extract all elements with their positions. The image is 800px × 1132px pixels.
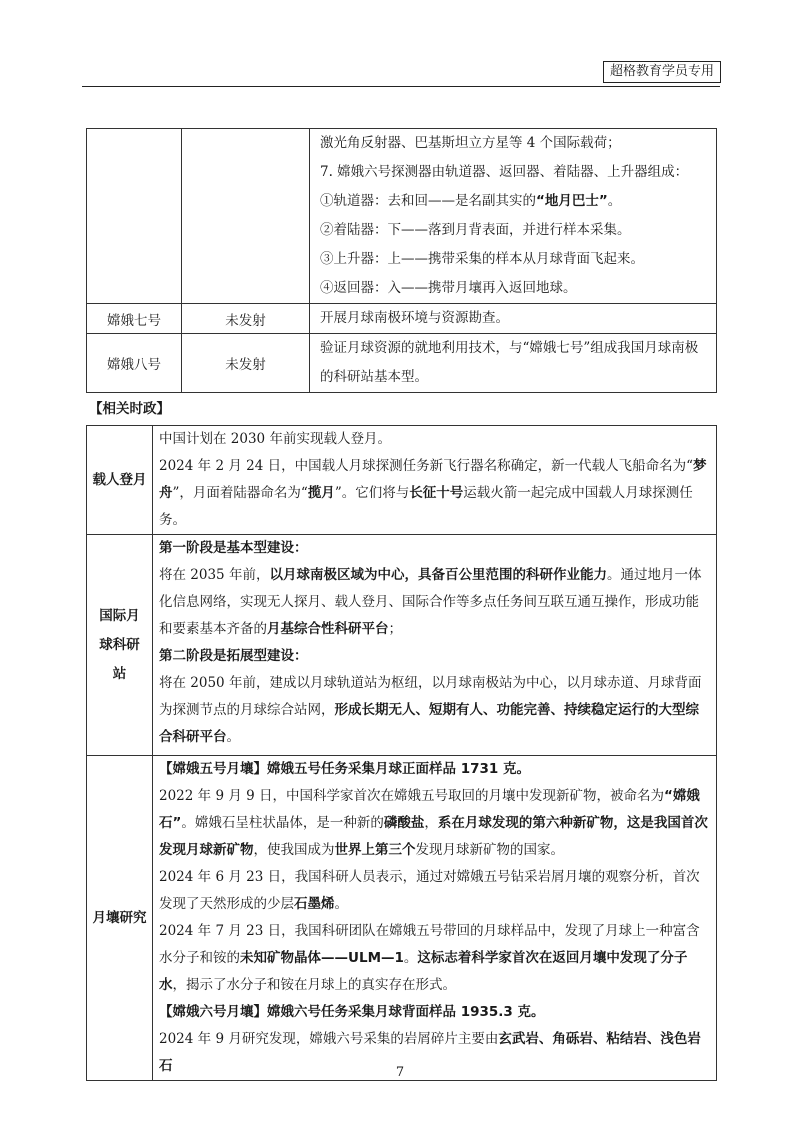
paragraph: 【嫦娥五号月壤】嫦娥五号任务采集月球正面样品 1731 克。 [159,761,530,777]
desc-line: ④返回器：入——携带月壤再入返回地球。 [320,280,577,296]
probe-name [87,129,182,304]
topic-label: 月壤研究 [87,756,153,1081]
probe-name: 嫦娥七号 [87,304,182,334]
table-row [87,756,717,1081]
topic-label: 载人登月 [87,426,153,535]
paragraph: 将在 2035 年前，以月球南极区域为中心，具备百公里范围的科研作业能力。通过地月一体化信息网络，实现无人探月、载人登月、国际合作等多点任务间互联互通互操作，形成功能和要素基本齐备的月基综合性科研平台； [159,567,702,637]
table-row [87,426,717,535]
probe-status [182,129,310,304]
probe-description [310,129,717,304]
brand-label: 超格教育学员专用 [603,61,721,83]
paragraph: 2024 年 7 月 23 日，我国科研团队在嫦娥五号带回的月球样品中，发现了月球上一种富含水分子和铵的未知矿物晶体——ULM—1。这标志着科学家首次在返回月壤中发现了分子水，揭示了水分子和铵在月球上的真实存在形式。 [159,923,700,993]
probe-status: 未发射 [182,334,310,393]
paragraph: 中国计划在 2030 年前实现载人登月。 [159,431,391,447]
table-row [87,334,717,393]
probe-status: 未发射 [182,304,310,334]
probe-description: 开展月球南极环境与资源勘查。 [310,304,717,334]
page-number: 7 [395,1065,405,1080]
topic-content [153,535,717,756]
paragraph: 【嫦娥六号月壤】嫦娥六号任务采集月球背面样品 1935.3 克。 [159,1004,545,1020]
paragraph: 2024 年 2 月 24 日，中国载人月球探测任务新飞行器名称确定，新一代载人飞船命名为“梦舟”，月面着陆器命名为“揽月”。它们将与长征十号运载火箭一起完成中国载人月球探测任务。 [159,458,707,528]
topic-label: 国际月球科研站 [87,535,153,756]
paragraph: 将在 2050 年前，建成以月球轨道站为枢纽，以月球南极站为中心，以月球赤道、月球背面为探测节点的月球综合站网，形成长期无人、短期有人、功能完善、持续稳定运行的大型综合科研平台。 [159,675,702,745]
topic-content [153,756,717,1081]
desc-line: 激光角反射器、巴基斯坦立方星等 4 个国际载荷； [320,135,621,151]
table-row [87,535,717,756]
table-row [87,304,717,334]
chang-e-table [86,128,717,393]
paragraph: 2022 年 9 月 9 日，中国科学家首次在嫦娥五号取回的月壤中发现新矿物，被命名为“嫦娥石”。嫦娥石呈柱状晶体，是一种新的磷酸盐，系在月球发现的第六种新矿物，这是我国首次发现月球新矿物，使我国成为世界上第三个发现月球新矿物的国家。 [159,788,708,858]
desc-line: ②着陆器：下——落到月背表面，并进行样本采集。 [320,222,631,238]
desc-line: 7. 嫦娥六号探测器由轨道器、返回器、着陆器、上升器组成： [320,164,689,180]
topic-content [153,426,717,535]
paragraph: 2024 年 9 月研究发现，嫦娥六号采集的岩屑碎片主要由玄武岩、角砾岩、粘结岩、浅色岩石 [159,1031,701,1074]
table-row [87,129,717,304]
paragraph: 2024 年 6 月 23 日，我国科研人员表示，通过对嫦娥五号钻采岩屑月壤的观察分析，首次发现了天然形成的少层石墨烯。 [159,869,700,912]
header-rule [82,86,720,87]
desc-line: ①轨道器：去和回——是名副其实的“地月巴士”。 [320,193,622,209]
paragraph: 第一阶段是基本型建设： [159,540,308,556]
paragraph: 第二阶段是拓展型建设： [159,648,308,664]
probe-name: 嫦娥八号 [87,334,182,393]
probe-description: 验证月球资源的就地利用技术，与“嫦娥七号”组成我国月球南极的科研站基本型。 [310,334,717,393]
news-table [86,425,717,1081]
desc-line: ③上升器：上——携带采集的样本从月球背面飞起来。 [320,251,644,267]
section-title: 【相关时政】 [89,401,170,417]
